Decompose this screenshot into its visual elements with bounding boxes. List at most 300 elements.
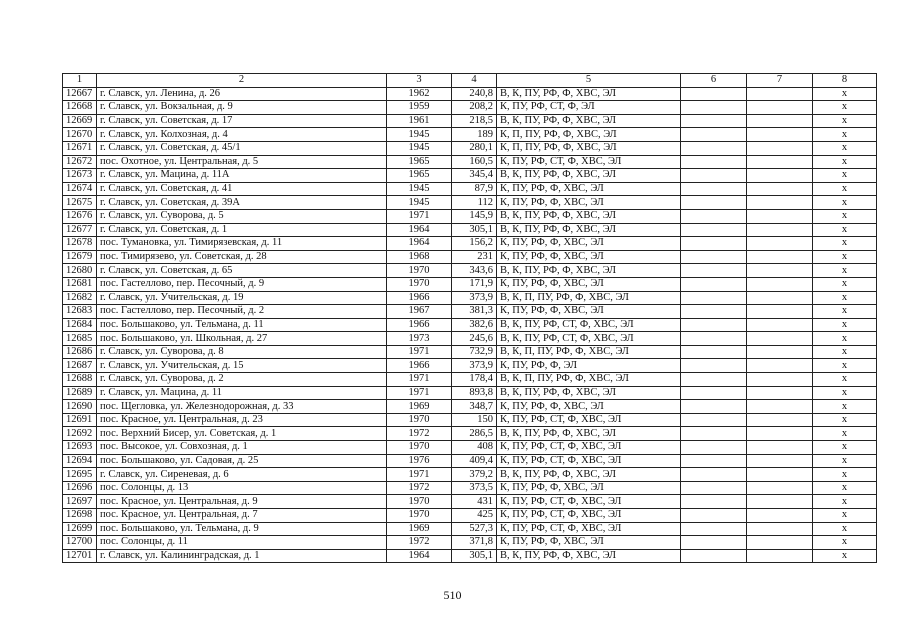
column-7-cell: [747, 481, 813, 495]
area-cell: 409,4: [452, 454, 497, 468]
table-row: [63, 400, 877, 414]
address-cell: пос. Охотное, ул. Центральная, д. 5: [97, 155, 387, 169]
record-number-cell: 12679: [63, 250, 97, 264]
column-6-cell: [681, 441, 747, 455]
column-7-cell: [747, 522, 813, 536]
column-7-cell: [747, 141, 813, 155]
table-row: [63, 209, 877, 223]
equipment-cell: К, ПУ, РФ, СТ, Ф, ХВС, ЭЛ: [497, 454, 681, 468]
equipment-cell: К, ПУ, РФ, Ф, ХВС, ЭЛ: [497, 536, 681, 550]
column-6-cell: [681, 141, 747, 155]
column-8-mark-cell: х: [813, 373, 877, 387]
year-built-cell: 1966: [387, 318, 452, 332]
year-built-cell: 1971: [387, 468, 452, 482]
column-8-mark-cell: х: [813, 400, 877, 414]
column-8-mark-cell: х: [813, 318, 877, 332]
record-number-cell: 12693: [63, 441, 97, 455]
column-8-mark-cell: х: [813, 441, 877, 455]
year-built-cell: 1964: [387, 237, 452, 251]
record-number-cell: 12700: [63, 536, 97, 550]
area-cell: 280,1: [452, 141, 497, 155]
record-number-cell: 12671: [63, 141, 97, 155]
area-cell: 189: [452, 128, 497, 142]
address-cell: г. Славск, ул. Вокзальная, д. 9: [97, 101, 387, 115]
column-6-cell: [681, 250, 747, 264]
column-6-cell: [681, 169, 747, 183]
record-number-cell: 12670: [63, 128, 97, 142]
header-cell-1: 1: [63, 74, 97, 88]
table-row: [63, 468, 877, 482]
equipment-cell: К, ПУ, РФ, Ф, ХВС, ЭЛ: [497, 237, 681, 251]
record-number-cell: 12696: [63, 481, 97, 495]
table-row: [63, 549, 877, 563]
year-built-cell: 1968: [387, 250, 452, 264]
address-cell: пос. Большаково, ул. Садовая, д. 25: [97, 454, 387, 468]
table-row: [63, 277, 877, 291]
equipment-cell: К, П, ПУ, РФ, Ф, ХВС, ЭЛ: [497, 141, 681, 155]
address-cell: пос. Гастеллово, пер. Песочный, д. 2: [97, 305, 387, 319]
column-6-cell: [681, 454, 747, 468]
column-7-cell: [747, 332, 813, 346]
year-built-cell: 1976: [387, 454, 452, 468]
table-row: [63, 332, 877, 346]
column-8-mark-cell: х: [813, 101, 877, 115]
year-built-cell: 1970: [387, 509, 452, 523]
column-7-cell: [747, 345, 813, 359]
table-row: [63, 481, 877, 495]
column-7-cell: [747, 400, 813, 414]
table-row: [63, 427, 877, 441]
header-cell-4: 4: [452, 74, 497, 88]
header-cell-3: 3: [387, 74, 452, 88]
column-7-cell: [747, 114, 813, 128]
table-row: [63, 250, 877, 264]
column-8-mark-cell: х: [813, 182, 877, 196]
column-6-cell: [681, 522, 747, 536]
year-built-cell: 1971: [387, 345, 452, 359]
record-number-cell: 12681: [63, 277, 97, 291]
record-number-cell: 12687: [63, 359, 97, 373]
table-row: [63, 237, 877, 251]
column-8-mark-cell: х: [813, 332, 877, 346]
column-6-cell: [681, 332, 747, 346]
address-cell: г. Славск, ул. Суворова, д. 5: [97, 209, 387, 223]
address-cell: г. Славск, ул. Советская, д. 41: [97, 182, 387, 196]
column-6-cell: [681, 373, 747, 387]
column-6-cell: [681, 481, 747, 495]
year-built-cell: 1962: [387, 87, 452, 101]
header-cell-6: 6: [681, 74, 747, 88]
header-cell-8: 8: [813, 74, 877, 88]
address-cell: пос. Гастеллово, пер. Песочный, д. 9: [97, 277, 387, 291]
area-cell: 371,8: [452, 536, 497, 550]
record-number-cell: 12694: [63, 454, 97, 468]
column-8-mark-cell: х: [813, 454, 877, 468]
table-row: [63, 291, 877, 305]
record-number-cell: 12672: [63, 155, 97, 169]
table-row: [63, 114, 877, 128]
table-row: [63, 386, 877, 400]
year-built-cell: 1959: [387, 101, 452, 115]
equipment-cell: В, К, ПУ, РФ, Ф, ХВС, ЭЛ: [497, 468, 681, 482]
area-cell: 893,8: [452, 386, 497, 400]
year-built-cell: 1970: [387, 264, 452, 278]
column-7-cell: [747, 237, 813, 251]
header-cell-2: 2: [97, 74, 387, 88]
record-number-cell: 12691: [63, 413, 97, 427]
column-8-mark-cell: х: [813, 509, 877, 523]
equipment-cell: К, ПУ, РФ, Ф, ХВС, ЭЛ: [497, 277, 681, 291]
column-8-mark-cell: х: [813, 141, 877, 155]
area-cell: 348,7: [452, 400, 497, 414]
address-cell: г. Славск, ул. Калининградская, д. 1: [97, 549, 387, 563]
column-7-cell: [747, 495, 813, 509]
equipment-cell: К, П, ПУ, РФ, Ф, ХВС, ЭЛ: [497, 128, 681, 142]
address-cell: пос. Красное, ул. Центральная, д. 9: [97, 495, 387, 509]
equipment-cell: К, ПУ, РФ, СТ, Ф, ХВС, ЭЛ: [497, 509, 681, 523]
record-number-cell: 12695: [63, 468, 97, 482]
area-cell: 178,4: [452, 373, 497, 387]
column-6-cell: [681, 101, 747, 115]
year-built-cell: 1971: [387, 373, 452, 387]
table-row: [63, 87, 877, 101]
area-cell: 87,9: [452, 182, 497, 196]
column-7-cell: [747, 318, 813, 332]
equipment-cell: В, К, ПУ, РФ, Ф, ХВС, ЭЛ: [497, 223, 681, 237]
equipment-cell: К, ПУ, РФ, Ф, ХВС, ЭЛ: [497, 481, 681, 495]
equipment-cell: К, ПУ, РФ, Ф, ХВС, ЭЛ: [497, 182, 681, 196]
year-built-cell: 1945: [387, 141, 452, 155]
record-number-cell: 12701: [63, 549, 97, 563]
registry-table: [62, 73, 877, 563]
column-7-cell: [747, 155, 813, 169]
column-8-mark-cell: х: [813, 549, 877, 563]
column-7-cell: [747, 182, 813, 196]
column-7-cell: [747, 209, 813, 223]
address-cell: г. Славск, ул. Суворова, д. 2: [97, 373, 387, 387]
table-row: [63, 128, 877, 142]
record-number-cell: 12674: [63, 182, 97, 196]
area-cell: 527,3: [452, 522, 497, 536]
column-6-cell: [681, 291, 747, 305]
year-built-cell: 1972: [387, 481, 452, 495]
equipment-cell: В, К, ПУ, РФ, Ф, ХВС, ЭЛ: [497, 169, 681, 183]
address-cell: пос. Тумановка, ул. Тимирязевская, д. 11: [97, 237, 387, 251]
record-number-cell: 12684: [63, 318, 97, 332]
column-6-cell: [681, 305, 747, 319]
column-8-mark-cell: х: [813, 345, 877, 359]
address-cell: пос. Большаково, ул. Тельмана, д. 11: [97, 318, 387, 332]
area-cell: 382,6: [452, 318, 497, 332]
address-cell: пос. Красное, ул. Центральная, д. 7: [97, 509, 387, 523]
year-built-cell: 1967: [387, 305, 452, 319]
column-8-mark-cell: х: [813, 87, 877, 101]
year-built-cell: 1969: [387, 522, 452, 536]
address-cell: г. Славск, ул. Учительская, д. 19: [97, 291, 387, 305]
equipment-cell: В, К, ПУ, РФ, СТ, Ф, ХВС, ЭЛ: [497, 332, 681, 346]
column-6-cell: [681, 237, 747, 251]
address-cell: пос. Красное, ул. Центральная, д. 23: [97, 413, 387, 427]
column-6-cell: [681, 209, 747, 223]
equipment-cell: К, ПУ, РФ, Ф, ХВС, ЭЛ: [497, 250, 681, 264]
record-number-cell: 12699: [63, 522, 97, 536]
column-6-cell: [681, 427, 747, 441]
column-7-cell: [747, 549, 813, 563]
column-7-cell: [747, 359, 813, 373]
header-cell-5: 5: [497, 74, 681, 88]
record-number-cell: 12685: [63, 332, 97, 346]
column-6-cell: [681, 318, 747, 332]
column-6-cell: [681, 114, 747, 128]
column-8-mark-cell: х: [813, 128, 877, 142]
column-6-cell: [681, 87, 747, 101]
table-row: [63, 495, 877, 509]
address-cell: пос. Тимирязево, ул. Советская, д. 28: [97, 250, 387, 264]
column-7-cell: [747, 128, 813, 142]
area-cell: 112: [452, 196, 497, 210]
area-cell: 343,6: [452, 264, 497, 278]
header-row: [63, 74, 877, 88]
address-cell: г. Славск, ул. Мацина, д. 11А: [97, 169, 387, 183]
area-cell: 150: [452, 413, 497, 427]
column-7-cell: [747, 413, 813, 427]
equipment-cell: К, ПУ, РФ, СТ, Ф, ЭЛ: [497, 101, 681, 115]
column-6-cell: [681, 277, 747, 291]
equipment-cell: В, К, ПУ, РФ, Ф, ХВС, ЭЛ: [497, 549, 681, 563]
column-7-cell: [747, 454, 813, 468]
column-8-mark-cell: х: [813, 250, 877, 264]
column-7-cell: [747, 223, 813, 237]
year-built-cell: 1970: [387, 277, 452, 291]
address-cell: г. Славск, ул. Колхозная, д. 4: [97, 128, 387, 142]
area-cell: 373,9: [452, 359, 497, 373]
area-cell: 381,3: [452, 305, 497, 319]
address-cell: г. Славск, ул. Советская, д. 39А: [97, 196, 387, 210]
equipment-cell: В, К, ПУ, РФ, СТ, Ф, ХВС, ЭЛ: [497, 318, 681, 332]
address-cell: г. Славск, ул. Ленина, д. 26: [97, 87, 387, 101]
column-8-mark-cell: х: [813, 536, 877, 550]
address-cell: пос. Большаково, ул. Тельмана, д. 9: [97, 522, 387, 536]
column-7-cell: [747, 87, 813, 101]
column-8-mark-cell: х: [813, 481, 877, 495]
column-8-mark-cell: х: [813, 427, 877, 441]
area-cell: 156,2: [452, 237, 497, 251]
column-6-cell: [681, 128, 747, 142]
equipment-cell: К, ПУ, РФ, СТ, Ф, ХВС, ЭЛ: [497, 495, 681, 509]
equipment-cell: В, К, П, ПУ, РФ, Ф, ХВС, ЭЛ: [497, 291, 681, 305]
equipment-cell: В, К, П, ПУ, РФ, Ф, ХВС, ЭЛ: [497, 373, 681, 387]
area-cell: 160,5: [452, 155, 497, 169]
record-number-cell: 12680: [63, 264, 97, 278]
column-8-mark-cell: х: [813, 522, 877, 536]
column-7-cell: [747, 250, 813, 264]
column-6-cell: [681, 495, 747, 509]
record-number-cell: 12689: [63, 386, 97, 400]
column-6-cell: [681, 386, 747, 400]
table-row: [63, 182, 877, 196]
address-cell: г. Славск, ул. Советская, д. 65: [97, 264, 387, 278]
year-built-cell: 1971: [387, 386, 452, 400]
table-row: [63, 441, 877, 455]
table-row: [63, 522, 877, 536]
year-built-cell: 1965: [387, 155, 452, 169]
year-built-cell: 1970: [387, 413, 452, 427]
year-built-cell: 1969: [387, 400, 452, 414]
table-row: [63, 359, 877, 373]
area-cell: 379,2: [452, 468, 497, 482]
equipment-cell: В, К, ПУ, РФ, Ф, ХВС, ЭЛ: [497, 87, 681, 101]
column-6-cell: [681, 264, 747, 278]
record-number-cell: 12688: [63, 373, 97, 387]
address-cell: г. Славск, ул. Мацина, д. 11: [97, 386, 387, 400]
table-row: [63, 454, 877, 468]
year-built-cell: 1970: [387, 441, 452, 455]
column-8-mark-cell: х: [813, 413, 877, 427]
table-row: [63, 305, 877, 319]
column-8-mark-cell: х: [813, 359, 877, 373]
column-6-cell: [681, 468, 747, 482]
year-built-cell: 1972: [387, 536, 452, 550]
column-7-cell: [747, 291, 813, 305]
column-8-mark-cell: х: [813, 386, 877, 400]
equipment-cell: В, К, ПУ, РФ, Ф, ХВС, ЭЛ: [497, 264, 681, 278]
equipment-cell: К, ПУ, РФ, Ф, ХВС, ЭЛ: [497, 400, 681, 414]
record-number-cell: 12677: [63, 223, 97, 237]
column-6-cell: [681, 536, 747, 550]
table-row: [63, 264, 877, 278]
column-7-cell: [747, 441, 813, 455]
address-cell: пос. Большаково, ул. Школьная, д. 27: [97, 332, 387, 346]
year-built-cell: 1973: [387, 332, 452, 346]
table-row: [63, 223, 877, 237]
table-row: [63, 536, 877, 550]
address-cell: пос. Высокое, ул. Совхозная, д. 1: [97, 441, 387, 455]
page-number: 510: [443, 588, 462, 602]
year-built-cell: 1972: [387, 427, 452, 441]
year-built-cell: 1961: [387, 114, 452, 128]
column-6-cell: [681, 413, 747, 427]
record-number-cell: 12698: [63, 509, 97, 523]
area-cell: 408: [452, 441, 497, 455]
column-8-mark-cell: х: [813, 264, 877, 278]
area-cell: 240,8: [452, 87, 497, 101]
equipment-cell: К, ПУ, РФ, СТ, Ф, ХВС, ЭЛ: [497, 522, 681, 536]
year-built-cell: 1945: [387, 196, 452, 210]
table-row: [63, 373, 877, 387]
column-7-cell: [747, 305, 813, 319]
column-6-cell: [681, 509, 747, 523]
column-7-cell: [747, 196, 813, 210]
record-number-cell: 12692: [63, 427, 97, 441]
equipment-cell: К, ПУ, РФ, СТ, Ф, ХВС, ЭЛ: [497, 155, 681, 169]
column-7-cell: [747, 373, 813, 387]
equipment-cell: К, ПУ, РФ, Ф, ХВС, ЭЛ: [497, 196, 681, 210]
column-7-cell: [747, 101, 813, 115]
record-number-cell: 12669: [63, 114, 97, 128]
column-8-mark-cell: х: [813, 114, 877, 128]
address-cell: пос. Солонцы, д. 13: [97, 481, 387, 495]
column-6-cell: [681, 182, 747, 196]
address-cell: пос. Солонцы, д. 11: [97, 536, 387, 550]
table-row: [63, 345, 877, 359]
area-cell: 373,9: [452, 291, 497, 305]
record-number-cell: 12678: [63, 237, 97, 251]
area-cell: 171,9: [452, 277, 497, 291]
column-6-cell: [681, 359, 747, 373]
equipment-cell: К, ПУ, РФ, СТ, Ф, ХВС, ЭЛ: [497, 441, 681, 455]
area-cell: 245,6: [452, 332, 497, 346]
equipment-cell: В, К, П, ПУ, РФ, Ф, ХВС, ЭЛ: [497, 345, 681, 359]
equipment-cell: К, ПУ, РФ, Ф, ХВС, ЭЛ: [497, 305, 681, 319]
column-8-mark-cell: х: [813, 468, 877, 482]
column-6-cell: [681, 549, 747, 563]
area-cell: 425: [452, 509, 497, 523]
equipment-cell: В, К, ПУ, РФ, Ф, ХВС, ЭЛ: [497, 114, 681, 128]
address-cell: г. Славск, ул. Суворова, д. 8: [97, 345, 387, 359]
record-number-cell: 12690: [63, 400, 97, 414]
address-cell: г. Славск, ул. Сиреневая, д. 6: [97, 468, 387, 482]
record-number-cell: 12683: [63, 305, 97, 319]
column-8-mark-cell: х: [813, 155, 877, 169]
year-built-cell: 1971: [387, 209, 452, 223]
column-6-cell: [681, 345, 747, 359]
column-8-mark-cell: х: [813, 196, 877, 210]
table-row: [63, 101, 877, 115]
address-cell: г. Славск, ул. Советская, д. 45/1: [97, 141, 387, 155]
column-7-cell: [747, 427, 813, 441]
address-cell: пос. Щегловка, ул. Железнодорожная, д. 33: [97, 400, 387, 414]
year-built-cell: 1945: [387, 182, 452, 196]
column-7-cell: [747, 169, 813, 183]
record-number-cell: 12697: [63, 495, 97, 509]
column-7-cell: [747, 468, 813, 482]
header-cell-7: 7: [747, 74, 813, 88]
area-cell: 431: [452, 495, 497, 509]
column-7-cell: [747, 386, 813, 400]
column-6-cell: [681, 223, 747, 237]
year-built-cell: 1966: [387, 359, 452, 373]
area-cell: 305,1: [452, 549, 497, 563]
year-built-cell: 1964: [387, 549, 452, 563]
record-number-cell: 12667: [63, 87, 97, 101]
area-cell: 305,1: [452, 223, 497, 237]
column-7-cell: [747, 264, 813, 278]
column-8-mark-cell: х: [813, 223, 877, 237]
table-row: [63, 141, 877, 155]
column-7-cell: [747, 277, 813, 291]
area-cell: 218,5: [452, 114, 497, 128]
area-cell: 231: [452, 250, 497, 264]
column-8-mark-cell: х: [813, 169, 877, 183]
column-6-cell: [681, 400, 747, 414]
column-8-mark-cell: х: [813, 495, 877, 509]
area-cell: 286,5: [452, 427, 497, 441]
table-row: [63, 413, 877, 427]
equipment-cell: В, К, ПУ, РФ, Ф, ХВС, ЭЛ: [497, 386, 681, 400]
record-number-cell: 12675: [63, 196, 97, 210]
year-built-cell: 1945: [387, 128, 452, 142]
record-number-cell: 12668: [63, 101, 97, 115]
equipment-cell: К, ПУ, РФ, СТ, Ф, ХВС, ЭЛ: [497, 413, 681, 427]
table-row: [63, 155, 877, 169]
address-cell: г. Славск, ул. Советская, д. 17: [97, 114, 387, 128]
column-8-mark-cell: х: [813, 277, 877, 291]
equipment-cell: В, К, ПУ, РФ, Ф, ХВС, ЭЛ: [497, 427, 681, 441]
table-row: [63, 169, 877, 183]
column-8-mark-cell: х: [813, 209, 877, 223]
table-row: [63, 318, 877, 332]
column-8-mark-cell: х: [813, 305, 877, 319]
